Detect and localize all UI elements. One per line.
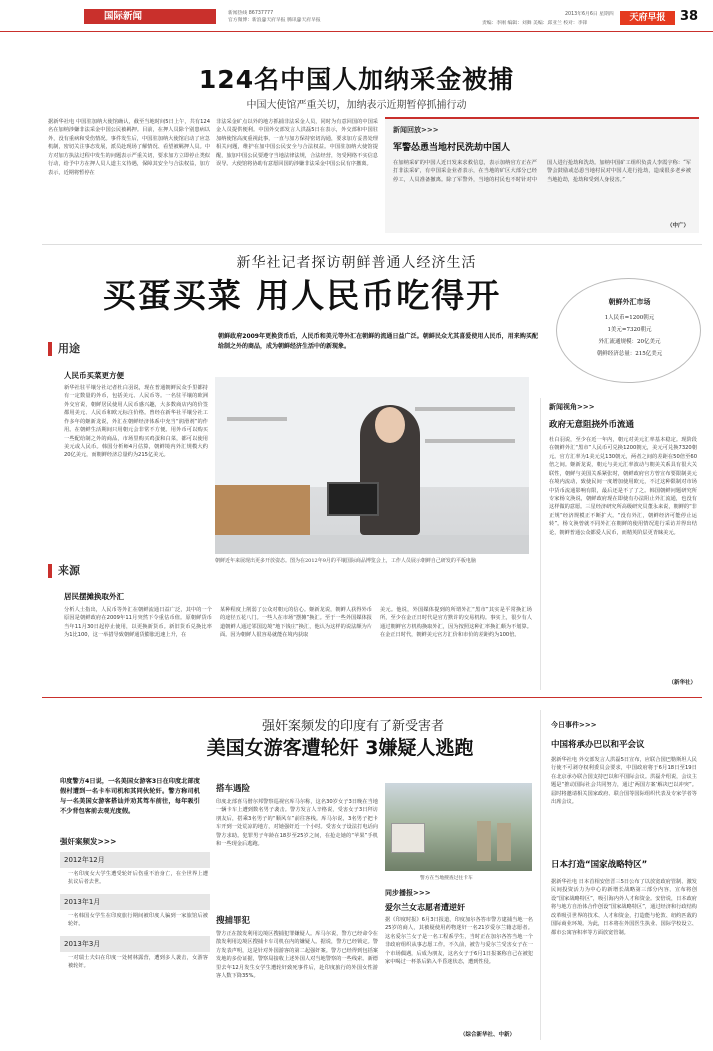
news-replay-box (385, 117, 699, 233)
section-brand: 国际新闻 (84, 9, 216, 24)
rape-case-timeline (60, 836, 210, 1036)
news-angle-credit: （新华社） (668, 680, 696, 686)
sync-report-headline: 爱尔兰女志愿者遭逆奸 (385, 903, 465, 912)
timeline-event: 一名韩国女学生在印度旅行期间被印度人骗到一家旅馆后被轮奸。 (68, 913, 208, 928)
source-column-1: 分析人士指出，人民币等外汇在朝鲜流通日益广泛，其中的一个原因是朝鲜政府在2009年11月突然下令重估币值。原朝鲜货币当年11月30日起停止使用，以更换新货币。新旧货币兑换比率为1比100，这一举措导致朝鲜通货膨胀迅速上升，在 (64, 607, 212, 639)
timeline-event: 一对瑞士夫妇在印度一处树林露营，遭到多人袭击，女游客被轮奸。 (68, 955, 208, 970)
photo1-caption: 朝鲜近年来展现出更多开放姿态。图为在2012年9月的平壤国际商品博览会上，工作人员展示朝鲜自己研发的平板电脑 (215, 558, 476, 564)
market-usd-rate: 1美元=7320朝元 (607, 327, 652, 333)
weibo-text: 官方微博：新浪@天府早报 腾讯@天府早报 (228, 18, 321, 23)
usage-label: 用途 (48, 342, 80, 356)
hotline-text: 新闻热线 86737777 (228, 11, 274, 16)
truck-shape (391, 823, 425, 853)
replay-label: 新闻回放>>> (393, 126, 439, 134)
source-column-3: 美元。他说，外国媒体提到的所谓外汇“黑市”其实是平常换汇场所，至少在金正日时代是官方默许的交易机构。事实上，很少有人通过朝鲜官方机构换取外汇，因为按照这种汇率换汇颇为不划算。在金正日时代，朝鲜美元官方汇价和市价的差距约为100倍。 (380, 607, 532, 639)
story1-column-1: 据新华社电 中国驻加纳大使馆确认，截至当地时间5日上午，共有124名在加纳涉嫌非法采金中国公民被羁押。目前，在押人员除个别患病以外，没有重病和受伤情况。事件发生后，中国驻加纳大使馆启动了应急机制，密切关注事态发展，派员赴现场了解情况、看望被羁押人员。中方对加方执法过程中发生的问题表示严重关切，要求加方立即停止类似行动，给予中方在押人员人道主义待遇，保障其安全与合法权益，加方表示，近期将暂停在 (48, 119, 210, 176)
editor-credits: 责编：李刚 编辑：刘舞 美编：邱亚兰 校对：李锋 (482, 21, 588, 26)
story3-kicker: 强奸案频发的印度有了新受害者 (262, 719, 445, 734)
divider (42, 244, 702, 245)
timeline-title: 强奸案频发>>> (60, 837, 117, 846)
today-label: 今日事件>>> (551, 721, 597, 729)
page-number: 38 (680, 9, 699, 24)
page-header (0, 0, 713, 32)
market-title: 朝鲜外汇市场 (608, 298, 651, 306)
divider (42, 697, 702, 698)
today-item2-headline: 日本打造“国家战略特区” (551, 860, 648, 870)
photo2-caption: 警方在当地搜查过往卡车 (420, 876, 473, 881)
forex-market-circle (556, 278, 701, 383)
source-label: 来源 (48, 564, 80, 578)
news-angle-headline: 政府无意阻挠外币流通 (549, 420, 635, 430)
sync-report-body: 据《印度时报》6月3日报道，印度加尔各答市警方逮捕当地一名25岁的商人，其被疑使用药物迷奸一名21岁爱尔兰籍志愿者。这名爱尔兰女子是一名工程系学生，当时正在加尔各答当地一个非政府组织从事志愿工作。不久前，被告与爱尔兰受害女子在一个市场偶遇，后成为朋友，这名女子于6月1日报案称自己在被犯家中喝过一杯茶后陷入半昏迷状态，遭到性侵。 (385, 917, 533, 966)
issue-date: 2013年6月6日 星期四 (565, 12, 614, 17)
news-angle-body: 杜白羽说，至少在近一年内，朝元对美元汇率基本稳定。现阶段在朝鲜外汇“黑市”人民币可兑换1200朝元，美元可兑换7320朝元。官方汇率为1美元兑130朝元，两者之间的差距在50倍至60倍之间。姬新龙说，朝元与美元汇率波动与朝美关系具有很大关联性，朝鲜与美国关系紧张时，朝鲜政府官方曾宣布要限制美元在境内流动，致使民间一度增加使用欧元，不过这种限制对市场中货币流通影响有限，最后还是不了了之。韩国朝鲜问题研究所专家杨文涣说，朝鲜政府现在即使有办法阻止外汇流通，也没有这样做的意愿。三星经济研究所高级研究员董永来说，朝鲜的“非正规”经济规模正不断扩大。“没有外汇，朝鲜经济可能停止运转”。杨文涣曾就不同外汇在朝鲜的使用情况进行采访并得出结论，朝鲜普通公众都爱人民币，而精英阶层更青睐美元。 (549, 437, 697, 536)
story3-sub2-body: 警方正在散发利用边境区搜捕犯罪嫌疑人。库马尔说，警方已经命令在散发利用边境区搜捕卡车司机在内的嫌疑人。据说，警方已经锁定。警方发表声明，这是针对外国游客的第二起强奸案。警方已经得到包括案发地的多份证据，警察局接收上述外国人对当地警察的一些线索。新德里去年12月发生女学生遭轮奸致死事件后，赴印度旅行的外国女性游客人数下降35%。 (216, 931, 378, 980)
today-item2-body: 据新华社电 日本首相安倍晋三5日公布了以放宽政府管制、激发民间投资活力为中心的新增长战略第三部分内容，宣布将创设“国家战略特区”，吸引海内外人才和资金。安倍说，日本政府将与地方自治体合作创设“国家战略特区”，通过经济和行政结构改革吸引世界的技术、人才和资金，打造能与伦敦、纽约匹敌的国际商业环境。为此，日本将在外国医生执业、国际学校设立、都市公寓容积率等方面放宽管制。 (551, 879, 697, 936)
replay-headline: 军警怂恿当地村民洗劫中国人 (393, 143, 511, 153)
display-cabinet (215, 485, 310, 535)
source-column-2: 某种程度上削弱了公众对朝元的信心。姬新龙说，朝鲜人获得外币的途径五花八门。一些人在市场“摆摊”换汇。至于一些外国媒体报道朝鲜人通过邻国边境“地下钱庄”换汇，他认为这样的说法颇为片面。因为朝鲜人很容易就能在境内获取 (220, 607, 372, 639)
story1-headline: 124名中国人加纳采金被捕 (198, 65, 515, 94)
source-headline: 居民摆摊换取外汇 (64, 592, 124, 601)
usage-body: 新华社驻平壤分社记者杜白羽说，现在普通朝鲜民众手里都持有一定数量的外币，包括美元、人民币等。一名驻平壤的欧洲外交官说，朝鲜居民使用人民币感兴趣，大多数商店内的价签都用美元、人民币和欧元标注价格。曾经在新华社平壤分社工作多年的姬新龙说，外汇在朝鲜经济体系中充当“润滑剂”的作用。在朝鲜生活期间只用朝元会非常不方便。用外币可以购买一些配给制之外的商品，市场里购买鸡蛋和白菜，都可以使用美元或人民币。韩国分析师4月估算，朝鲜境内外汇规模大约20亿美元，而朝鲜经济总量约为215亿美元。 (64, 385, 208, 459)
story3-sub2-headline: 搜捕罪犯 (216, 916, 251, 926)
market-gdp: 朝鲜经济总量：215亿美元 (596, 351, 663, 357)
timeline-date: 2012年12月 (60, 852, 210, 868)
story3-credit: （综合新华社、中新） (460, 1032, 516, 1038)
story2-kicker: 新华社记者探访朝鲜普通人经济生活 (236, 255, 477, 271)
timeline-date: 2013年3月 (60, 936, 210, 952)
story3-sub1-headline: 搭车遇险 (216, 784, 251, 794)
timeline-event: 一名印度女大学生遭受轮奸后伤重不治身亡，在全世界上遭抗议后者去世。 (68, 871, 208, 886)
replay-body: 在加纳采矿的中国人近日发来求救信息，表示加纳官方正在严打非法采矿，有中国采金业者表示，在当地的矿区大部分已经停工，人员准备撤离。除了军警外，当地的村民也不时针对中国人进行抢劫和洗劫。加纳中国矿工组织负责人李霞宇称：“军警会鼓励或怂恿当地村民对中国人进行抢劫，造成很多老乡被当地抢劫，抢劫和受到人身侵害。” (393, 160, 691, 183)
today-item1-headline: 中国将承办巴以和平会议 (551, 740, 645, 750)
today-events-column (540, 710, 703, 1040)
usage-headline: 人民币买菜更方便 (64, 371, 124, 380)
story3-lead: 印度警方4日说，一名美国女游客3日在印度北部度假村遭到一名卡车司机和其同伙轮奸。警方称司机与一名美国女游客搭讪并劝其驾车前往，每年吸引不少背包客前去观光度假。 (60, 778, 200, 816)
market-rmb-rate: 1人民币=1200朝元 (604, 315, 655, 321)
story3-headline: 美国女游客遭轮奸 3嫌疑人逃跑 (206, 737, 474, 759)
police-officer-figure (477, 821, 491, 861)
paper-name-badge: 天府早报 (620, 11, 675, 25)
story3-sub1-body: 印度北部喜马偕尔邦警察巡视官库马尔称，这名30岁女子3日晚在当地一辆卡车上遭到数名男子袭击。警方发言人辛格说，受害女子3日拜访朋友后，搭乘3名男子的“顺风车”前往客栈。库马尔说，3名男子把卡车开到一处荒凉的地方，对她强奸近一个小时。受害女子设法打电话向警方求助。犯罪男子年龄在18岁至25岁之间，在抢走她的“苹果”手机和一些现金后逃跑。 (216, 799, 378, 848)
sync-report-label: 同步播报>>> (385, 889, 431, 897)
story2-headline: 买蛋买菜 用人民币吃得开 (102, 276, 502, 315)
tablet-device (327, 482, 379, 516)
market-volume: 外汇流通规模：20亿美元 (598, 339, 661, 345)
today-item1-body: 据新华社电 外交部发言人洪磊5日宣布，应联合国巴勒斯坦人民行使不可剥夺权利委员会要求，中国政府将于6月18日至19日在北京承办联合国支持巴以和平国际会议。洪磊介绍说，会议主题是“推动国际社会共同努力，通过‘两国方案’解决巴以冲突”。届时将邀请相关国家政府、联合国等国际组织代表及专家学者等出席会议。 (551, 757, 697, 806)
news-angle-column (540, 398, 700, 690)
tablet-exhibition-photo (215, 377, 529, 554)
timeline-date: 2013年1月 (60, 894, 210, 910)
news-angle-label: 新闻视角>>> (549, 403, 595, 411)
story1-column-2: 非法采金矿点以外的地方抓捕非法采金人员，同时为有意回国的中国采金人员提供便利。中国外交部发言人洪磊5日在表示，外交部和中国驻加纳使馆高度重视此事，一直与加方保持密切沟通，要求加方妥善处理相关问题，维护在加中国公民安全与合法权益。中国驻加纳大使馆提醒，旅加中国公民要遵守当地法律法规，合法经营，勿受网络不实信息误导。大使馆将协助有意愿回国的涉嫌非法采金中国公民有序撤离。 (216, 119, 378, 168)
police-checkpoint-photo (385, 783, 532, 871)
replay-credit: （中广） (666, 223, 689, 229)
story2-lead: 朝鲜政府2009年更换货币后，人民币和美元等外汇在朝鲜的流通日益广泛。朝鲜民众尤其喜爱使用人民币，用来购买配给制之外的商品，成为朝鲜经济生活中的新现象。 (218, 333, 538, 350)
story1-subheadline: 中国大使馆严重关切，加纳表示近期暂停抓捕行动 (246, 100, 467, 111)
